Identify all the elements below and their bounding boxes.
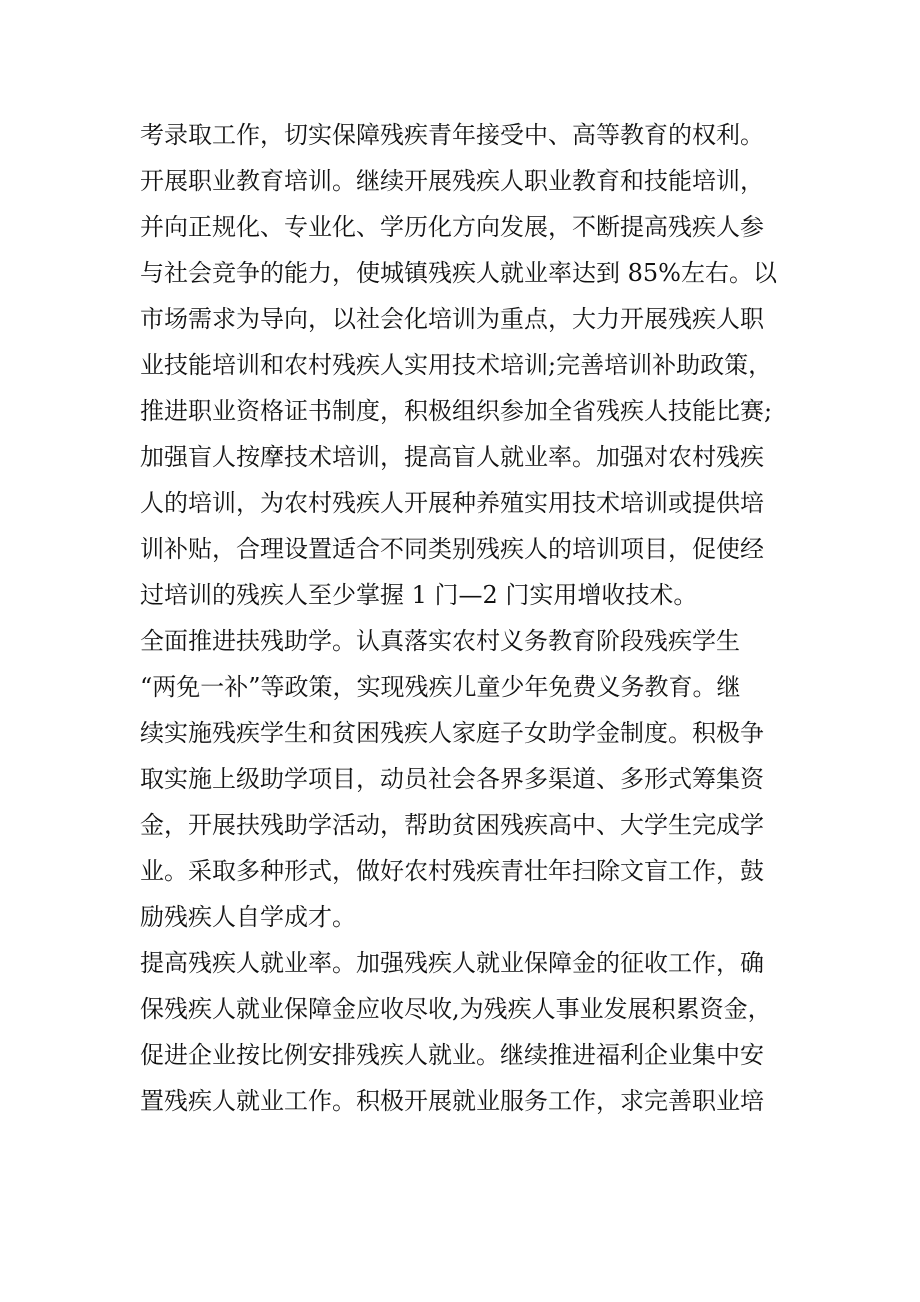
text-line: 开展职业教育培训。继续开展残疾人职业教育和技能培训， <box>140 167 764 195</box>
text-line: 金，开展扶残助学活动，帮助贫困残疾高中、大学生完成学 <box>140 811 764 839</box>
text-line: 与社会竞争的能力，使城镇残疾人就业率达到 85%左右。以 <box>140 259 777 287</box>
text-line: 考录取工作，切实保障残疾青年接受中、高等教育的权利。 <box>140 121 764 149</box>
text-line: 过培训的残疾人至少掌握 1 门—2 门实用增收技术。 <box>140 581 698 609</box>
text-line: 励残疾人自学成才。 <box>140 903 356 931</box>
text-line: 业技能培训和农村残疾人实用技术培训;完善培训补助政策， <box>140 351 773 379</box>
text-line: 加强盲人按摩技术培训，提高盲人就业率。加强对农村残疾 <box>140 443 764 471</box>
text-line: 促进企业按比例安排残疾人就业。继续推进福利企业集中安 <box>140 1041 764 1069</box>
text-line: 推进职业资格证书制度，积极组织参加全省残疾人技能比赛; <box>140 397 773 425</box>
text-line: 市场需求为导向，以社会化培训为重点，大力开展残疾人职 <box>140 305 764 333</box>
text-line: 全面推进扶残助学。认真落实农村义务教育阶段残疾学生 <box>140 627 740 655</box>
text-line: 取实施上级助学项目，动员社会各界多渠道、多形式筹集资 <box>140 765 764 793</box>
body-text <box>140 112 790 1124</box>
text-line: 并向正规化、专业化、学历化方向发展，不断提高残疾人参 <box>140 213 764 241</box>
text-line: 业。采取多种形式，做好农村残疾青壮年扫除文盲工作，鼓 <box>140 857 764 885</box>
text-line: 人的培训，为农村残疾人开展种养殖实用技术培训或提供培 <box>140 489 764 517</box>
text-line: 训补贴，合理设置适合不同类别残疾人的培训项目，促使经 <box>140 535 764 563</box>
text-line: 保残疾人就业保障金应收尽收,为残疾人事业发展积累资金， <box>140 995 772 1023</box>
text-line: “两免一补”等政策，实现残疾儿童少年免费义务教育。继 <box>140 673 741 701</box>
text-line: 提高残疾人就业率。加强残疾人就业保障金的征收工作，确 <box>140 949 764 977</box>
text-line: 续实施残疾学生和贫困残疾人家庭子女助学金制度。积极争 <box>140 719 764 747</box>
text-line: 置残疾人就业工作。积极开展就业服务工作，求完善职业培 <box>140 1087 764 1115</box>
